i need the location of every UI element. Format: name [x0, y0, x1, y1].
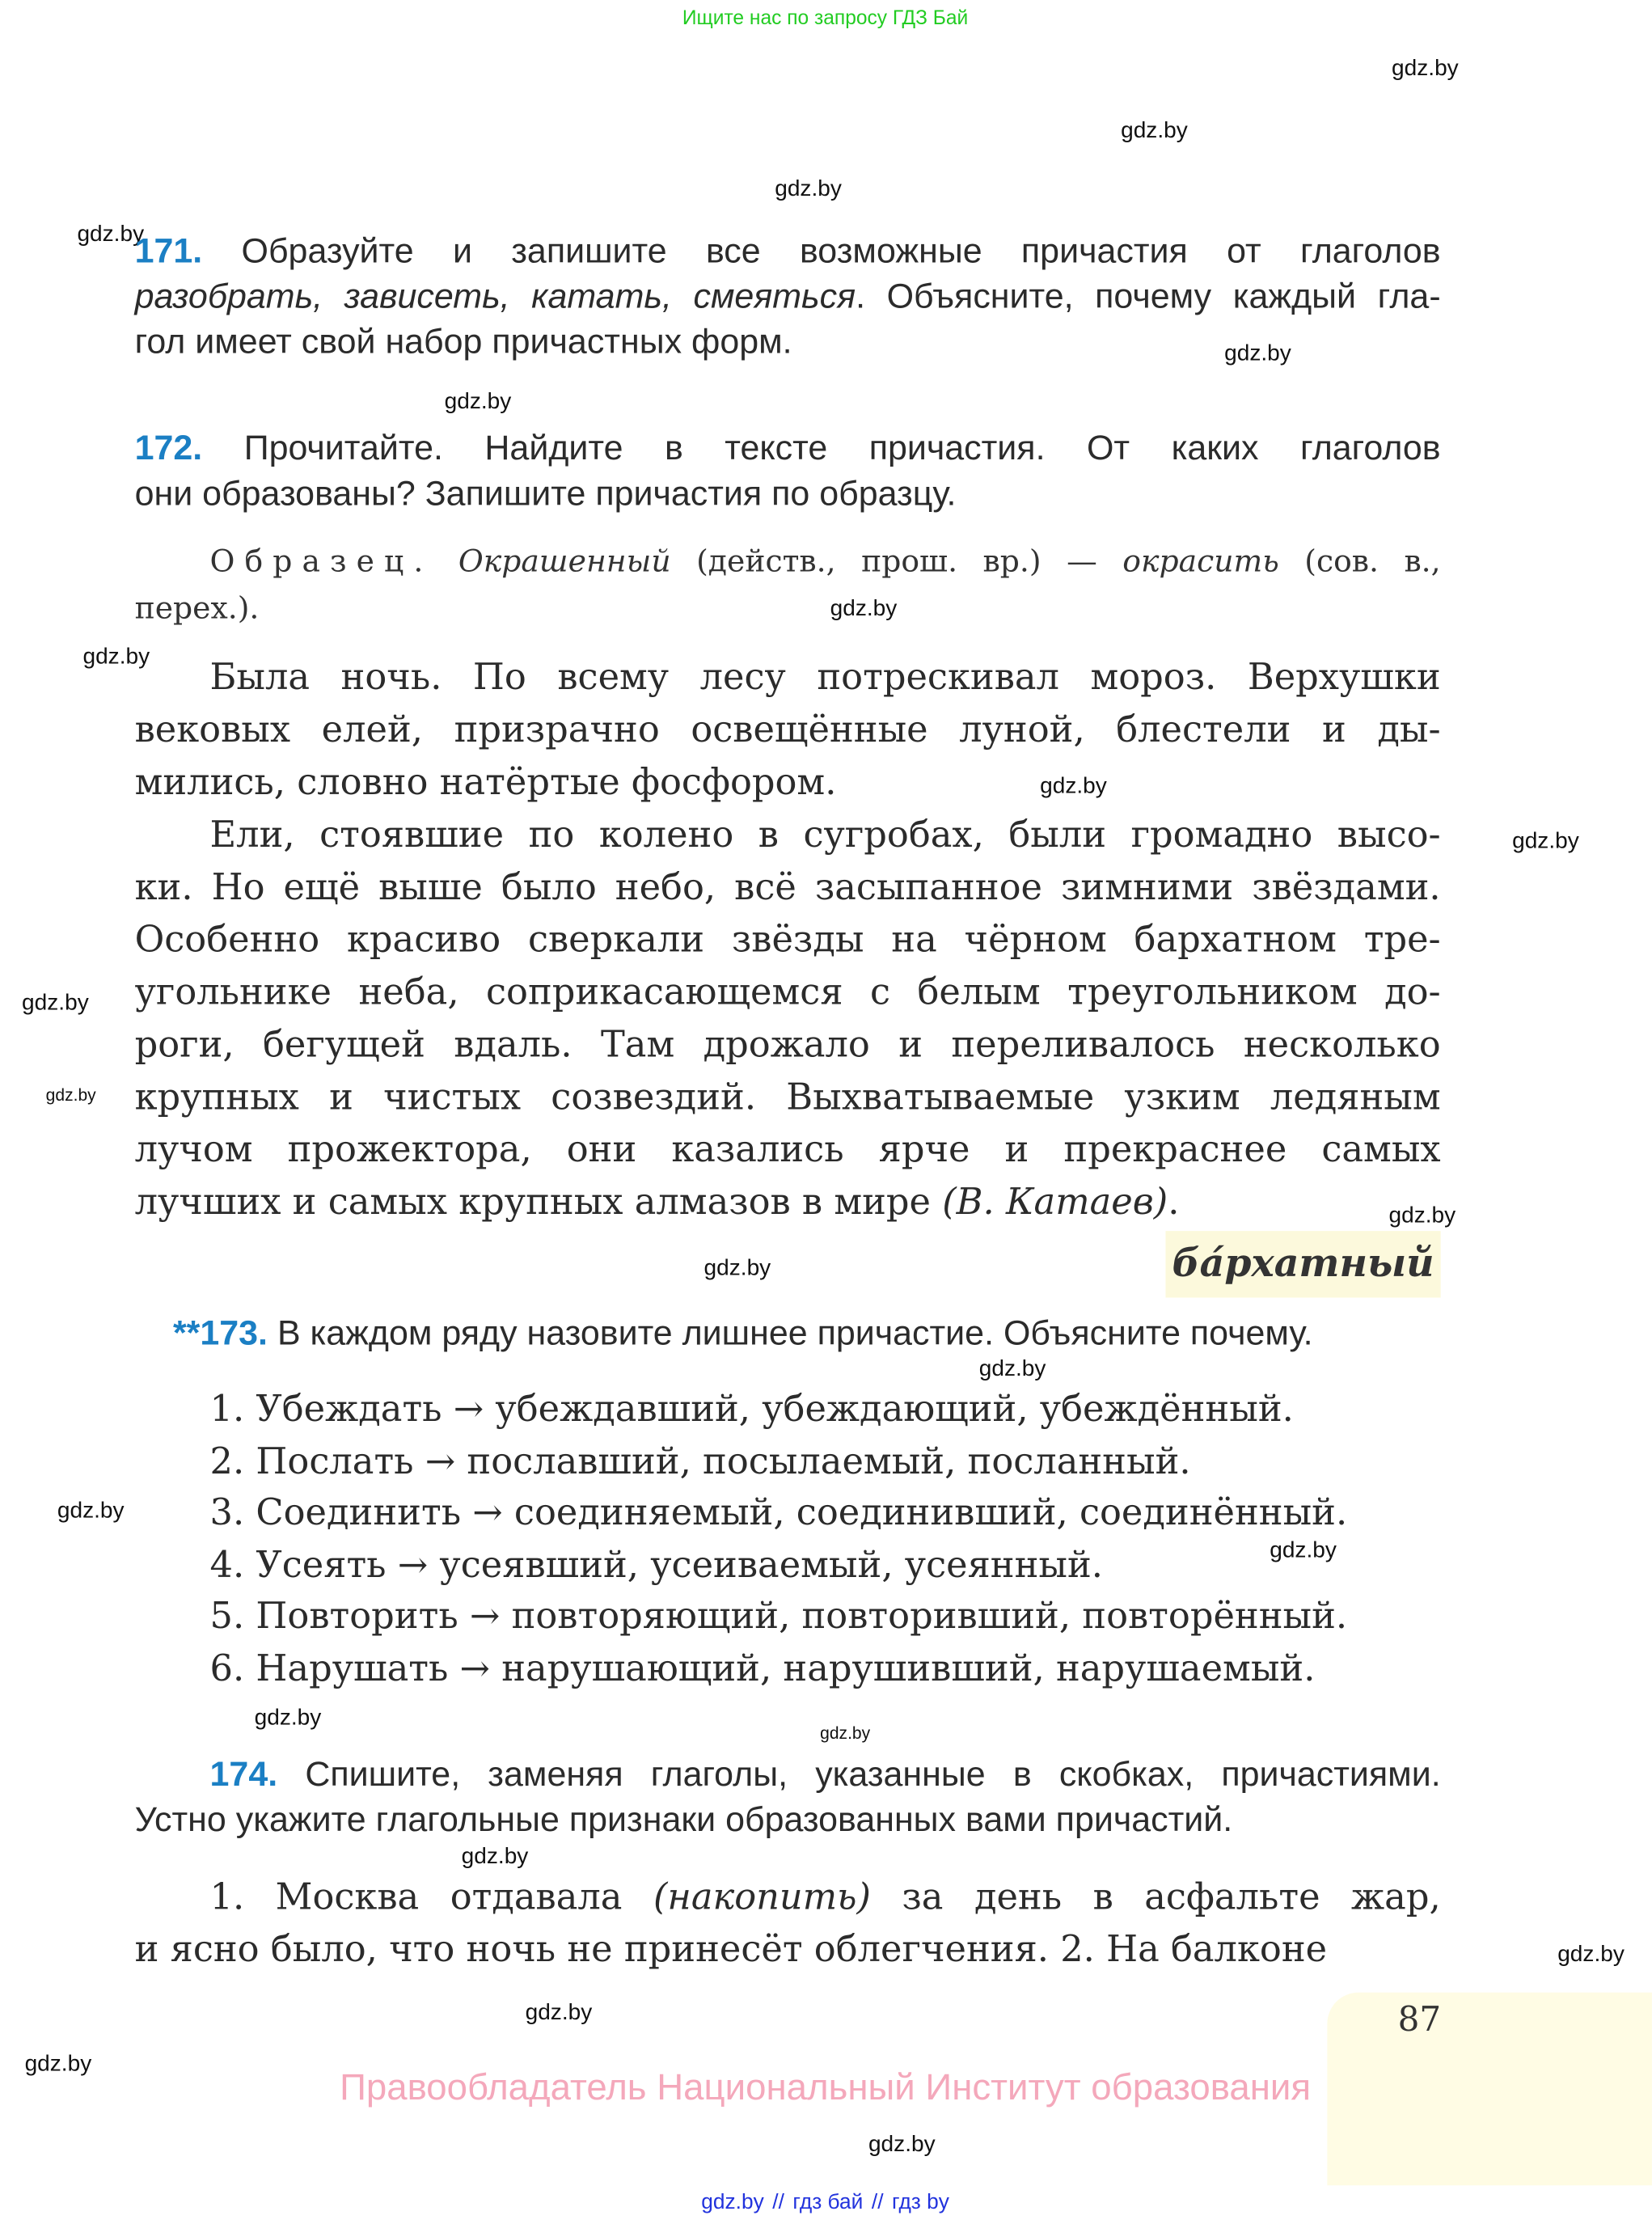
- text-line: [135, 427, 1441, 472]
- watermark: gdz.by: [1121, 119, 1188, 144]
- text-line: [210, 1540, 1103, 1592]
- exercise-172-sample: [135, 539, 1441, 632]
- watermark: gdz.by: [978, 1357, 1046, 1382]
- text-line: [135, 862, 1441, 915]
- exercise-173: [173, 1312, 1441, 1357]
- exercise-171: [135, 230, 1441, 366]
- text-segment: Образец.: [209, 544, 433, 581]
- text-segment: 3. Соединить → соединяемый, соединивший, соединённый.: [209, 1491, 1348, 1535]
- text-line: [210, 1436, 1191, 1488]
- footer-link-gdz-by-ru[interactable]: гдз by: [892, 2190, 949, 2215]
- text-segment: .: [1168, 1181, 1180, 1224]
- text-line: [135, 230, 1441, 275]
- footer-links: [697, 2190, 953, 2214]
- watermark: gdz.by: [24, 2052, 92, 2077]
- text-line: [135, 275, 1441, 320]
- watermark: gdz.by: [444, 390, 512, 415]
- watermark: gdz.by: [1392, 57, 1459, 81]
- exercise-number: 174.: [209, 1755, 306, 1795]
- separator: //: [871, 2190, 884, 2215]
- watermark: gdz.by: [1512, 829, 1579, 854]
- text-segment: (действ., прош. вр.) —: [670, 544, 1123, 581]
- exercise-172-text: [135, 653, 1441, 1230]
- vocabulary-word: ба́рхатный: [1165, 1231, 1440, 1297]
- text-segment: Прочитайте. Найдите в тексте причастия. От каких глаголов: [243, 429, 1441, 468]
- watermark: gdz.by: [45, 1085, 96, 1106]
- page-number: 87: [1397, 1999, 1442, 2040]
- footer-link-gdz-by[interactable]: gdz.by: [701, 2190, 764, 2215]
- text-line: [135, 586, 260, 632]
- watermark: gdz.by: [820, 1723, 871, 1744]
- text-line: [135, 320, 792, 366]
- watermark: gdz.by: [461, 1845, 529, 1870]
- text-segment: мились, словно натёртые фосфором.: [134, 761, 837, 805]
- text-line: [135, 1753, 1441, 1798]
- exercise-number: **173.: [172, 1314, 277, 1353]
- text-segment: . Объясните, почему каждый гла-: [856, 277, 1441, 317]
- watermark: gdz.by: [775, 177, 842, 202]
- text-segment: лучших и самых крупных алмазов в мире: [134, 1181, 943, 1224]
- text-segment: и ясно было, что ночь не принесёт облегчения. 2. На балконе: [134, 1928, 1328, 1972]
- exercise-174-text: [135, 1872, 1441, 1977]
- text-segment: Ели, стоявшие по колено в сугробах, были громадно высо-: [209, 814, 1441, 857]
- text-segment: 6. Нарушать → нарушающий, нарушивший, нарушаемый.: [209, 1647, 1316, 1690]
- copyright-notice: Правообладатель Национальный Институт образования: [340, 2065, 1312, 2108]
- watermark: gdz.by: [868, 2133, 936, 2158]
- text-segment: Устно укажите глагольные признаки образованных вами причастий.: [134, 1801, 1233, 1840]
- text-line: [135, 1020, 1441, 1072]
- watermark: gdz.by: [1224, 341, 1291, 366]
- page-number-tab: [1327, 1993, 1652, 2185]
- text-line: [135, 705, 1441, 758]
- exercise-number: 171.: [134, 232, 242, 271]
- text-line: [135, 757, 837, 810]
- text-segment: 4. Усеять → усеявший, усеиваемый, усеянный.: [209, 1543, 1104, 1587]
- text-segment: вековых елей, призрачно освещённые луной, блестели и ды-: [134, 708, 1441, 752]
- text-segment: гол имеет свой набор причастных форм.: [134, 323, 792, 362]
- exercise-173-list: [210, 1385, 1441, 1695]
- italic-text: окрасить: [1122, 544, 1279, 581]
- watermark: gdz.by: [830, 597, 898, 622]
- text-line: [210, 1385, 1294, 1436]
- text-line: [135, 1925, 1328, 1977]
- text-line: [135, 1177, 1180, 1229]
- watermark: gdz.by: [254, 1706, 322, 1731]
- text-line: [173, 1312, 1313, 1357]
- separator: //: [772, 2190, 784, 2215]
- text-segment: лучом прожектора, они казались ярче и прекраснее самых: [134, 1128, 1441, 1172]
- text-segment: Спишите, заменяя глаголы, указанные в скобках, причастиями.: [305, 1755, 1441, 1795]
- text-segment: 2. Послать → пославший, посылаемый, посланный.: [209, 1440, 1191, 1483]
- text-segment: они образованы? Запишите причастия по образцу.: [134, 475, 957, 514]
- text-line: [135, 915, 1441, 967]
- search-hint: Ищите нас по запросу ГДЗ Бай: [682, 6, 969, 29]
- text-line: [135, 539, 1441, 586]
- text-segment: В каждом ряду назовите лишнее причастие. Объясните почему.: [277, 1314, 1313, 1353]
- italic-text: Окрашенный: [458, 544, 671, 581]
- watermark: gdz.by: [57, 1499, 125, 1524]
- watermark: gdz.by: [77, 222, 145, 247]
- text-segment: 1. Москва отдавала: [209, 1876, 653, 1919]
- text-line: [135, 1072, 1441, 1125]
- italic-text: разобрать, зависеть, катать, смеяться: [134, 277, 856, 317]
- italic-text: (накопить): [653, 1876, 871, 1919]
- watermark: gdz.by: [82, 645, 150, 670]
- text-line: [210, 1592, 1348, 1643]
- text-segment: роги, бегущей вдаль. Там дрожало и переливалось несколько: [134, 1024, 1441, 1067]
- text-segment: 1. Убеждать → убеждавший, убеждающий, убеждённый.: [209, 1388, 1294, 1431]
- text-line: [135, 472, 957, 518]
- text-line: [135, 810, 1441, 862]
- text-segment: (сов. в.,: [1278, 544, 1441, 581]
- text-segment: Была ночь. По всему лесу потрескивал мороз. Верхушки: [209, 656, 1441, 700]
- text-line: [135, 653, 1441, 705]
- watermark: gdz.by: [1557, 1943, 1625, 1968]
- watermark: gdz.by: [525, 2001, 593, 2026]
- text-line: [135, 967, 1441, 1020]
- text-segment: [433, 544, 458, 580]
- exercise-172: [135, 427, 1441, 518]
- watermark: gdz.by: [703, 1256, 771, 1281]
- text-line: [135, 1799, 1233, 1844]
- text-line: [135, 1125, 1441, 1178]
- text-segment: перех.).: [134, 591, 260, 628]
- italic-text: (В. Катаев): [942, 1181, 1168, 1224]
- text-segment: за день в асфальте жар,: [870, 1876, 1441, 1919]
- text-line: [210, 1488, 1348, 1540]
- text-segment: ки. Но ещё выше было небо, всё засыпанное зимними звёздами.: [134, 866, 1441, 910]
- text-segment: крупных и чистых созвездий. Выхватываемые узким ледяным: [134, 1076, 1441, 1119]
- footer-link-gdz-bai[interactable]: гдз бай: [792, 2190, 864, 2215]
- watermark: gdz.by: [1270, 1538, 1337, 1563]
- text-segment: Особенно красиво сверкали звёзды на чёрном бархатном тре-: [134, 919, 1441, 962]
- watermark: gdz.by: [1040, 774, 1107, 799]
- text-line: [210, 1643, 1316, 1695]
- text-segment: угольнике неба, соприкасающемся с белым треугольником до-: [134, 971, 1441, 1014]
- exercise-number: 172.: [134, 429, 244, 468]
- exercise-174: [135, 1753, 1441, 1843]
- watermark: gdz.by: [1388, 1203, 1456, 1228]
- text-segment: 5. Повторить → повторяющий, повторивший, повторённый.: [209, 1595, 1348, 1638]
- watermark: gdz.by: [22, 991, 89, 1016]
- text-segment: Образуйте и запишите все возможные причастия от глаголов: [241, 232, 1441, 271]
- text-line: [135, 1872, 1441, 1925]
